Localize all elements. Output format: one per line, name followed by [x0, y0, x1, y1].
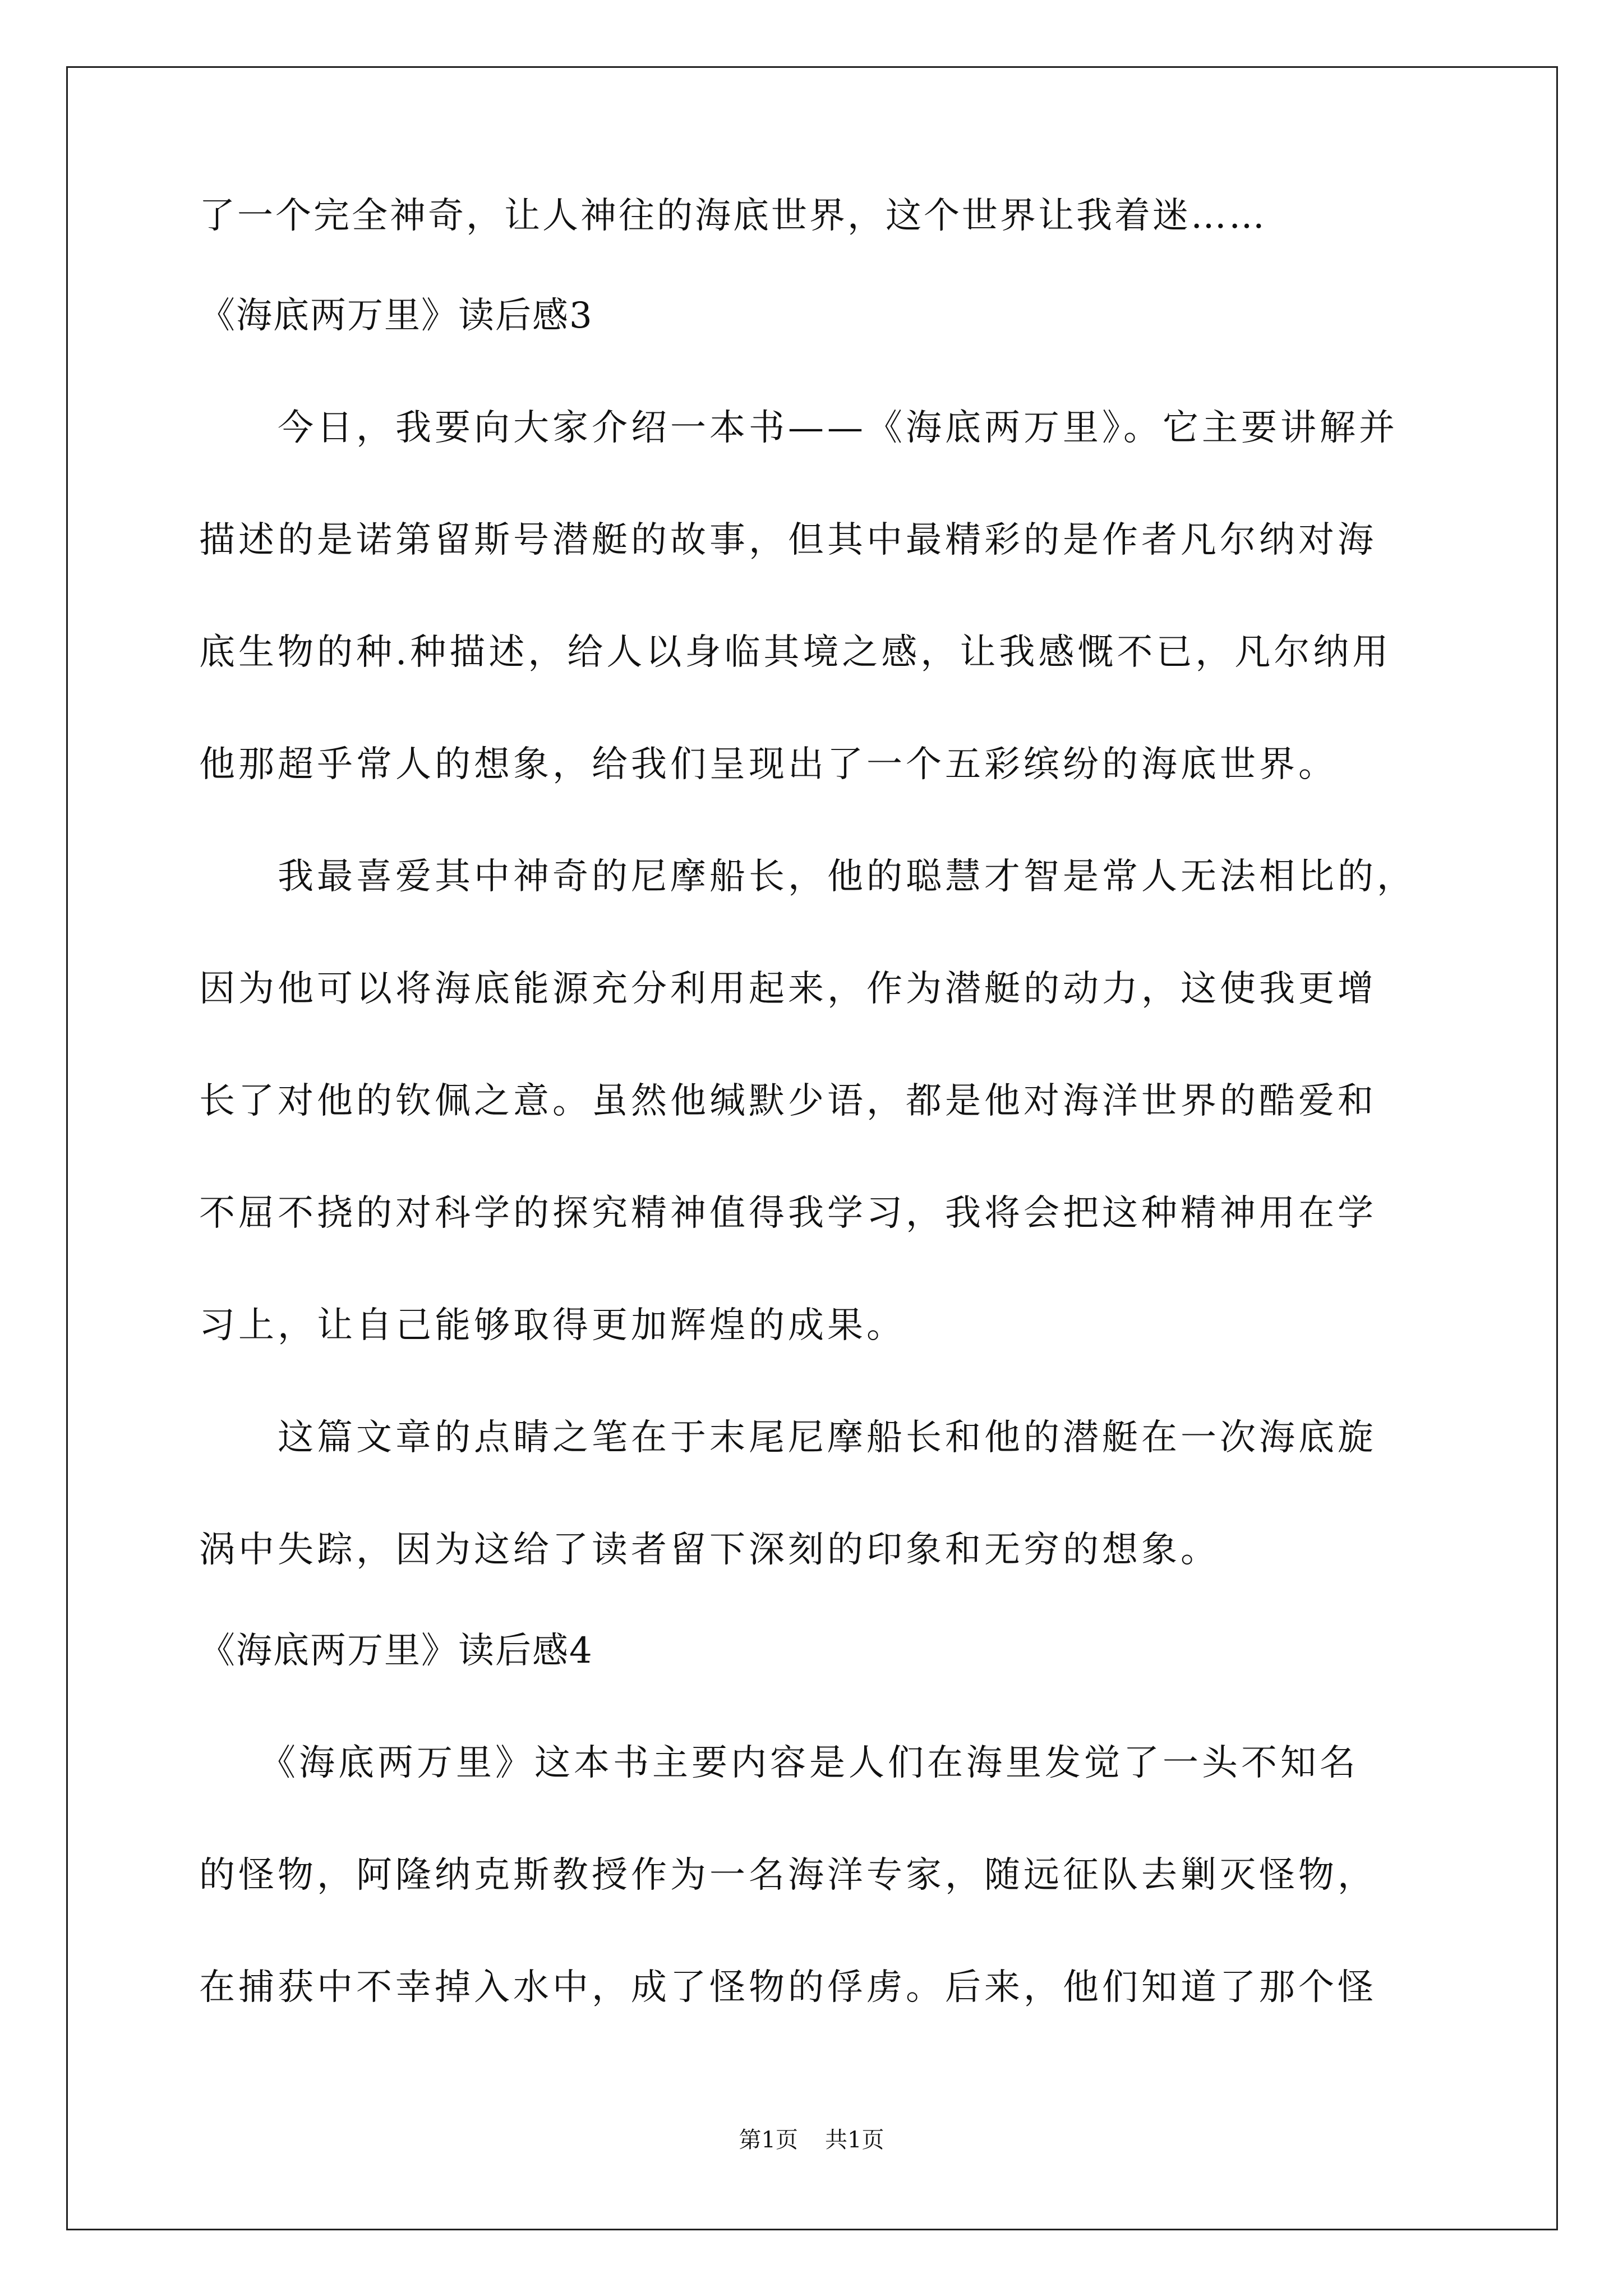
- section-heading: 《海底两万里》读后感4: [199, 1630, 593, 1672]
- paragraph-line: 涡中失踪，因为这给了读者留下深刻的印象和无穷的想象。: [199, 1529, 1220, 1571]
- paragraph-line: 我最喜爱其中神奇的尼摩船长，他的聪慧才智是常人无法相比的，: [199, 856, 1416, 898]
- paragraph-line: 描述的是诺第留斯号潜艇的故事，但其中最精彩的是作者凡尔纳对海: [199, 519, 1377, 561]
- paragraph-line: 在捕获中不幸掉入水中，成了怪物的俘虏。后来，他们知道了那个怪: [199, 1967, 1377, 2008]
- paragraph-line: 习上，让自己能够取得更加辉煌的成果。: [199, 1305, 906, 1346]
- paragraph-line: 不屈不挠的对科学的探究精神值得我学习，我将会把这种精神用在学: [199, 1193, 1377, 1234]
- page-number-current: 第1页: [739, 2127, 798, 2153]
- page-border: [66, 66, 1558, 2230]
- paragraph-line: 这篇文章的点睛之笔在于末尾尼摩船长和他的潜艇在一次海底旋: [199, 1417, 1377, 1458]
- paragraph-line: 的怪物，阿隆纳克斯教授作为一名海洋专家，随远征队去剿灭怪物，: [199, 1855, 1377, 1896]
- page-footer: [0, 2126, 1623, 2154]
- page-number-total: 共1页: [825, 2127, 884, 2153]
- paragraph-line: 长了对他的钦佩之意。虽然他缄默少语，都是他对海洋世界的酷爱和: [199, 1080, 1377, 1122]
- paragraph-line: 了一个完全神奇，让人神往的海底世界，这个世界让我着迷……: [199, 195, 1267, 237]
- paragraph-line: 《海底两万里》这本书主要内容是人们在海里发觉了一头不知名: [199, 1742, 1359, 1784]
- paragraph-line: 底生物的种.种描述，给人以身临其境之感，让我感慨不已，凡尔纳用: [199, 632, 1392, 673]
- paragraph-line: 今日，我要向大家介绍一本书——《海底两万里》。它主要讲解并: [199, 407, 1398, 449]
- paragraph-line: 他那超乎常人的想象，给我们呈现出了一个五彩缤纷的海底世界。: [199, 744, 1338, 785]
- paragraph-line: 因为他可以将海底能源充分利用起来，作为潜艇的动力，这使我更增: [199, 968, 1377, 1010]
- section-heading: 《海底两万里》读后感3: [199, 295, 593, 337]
